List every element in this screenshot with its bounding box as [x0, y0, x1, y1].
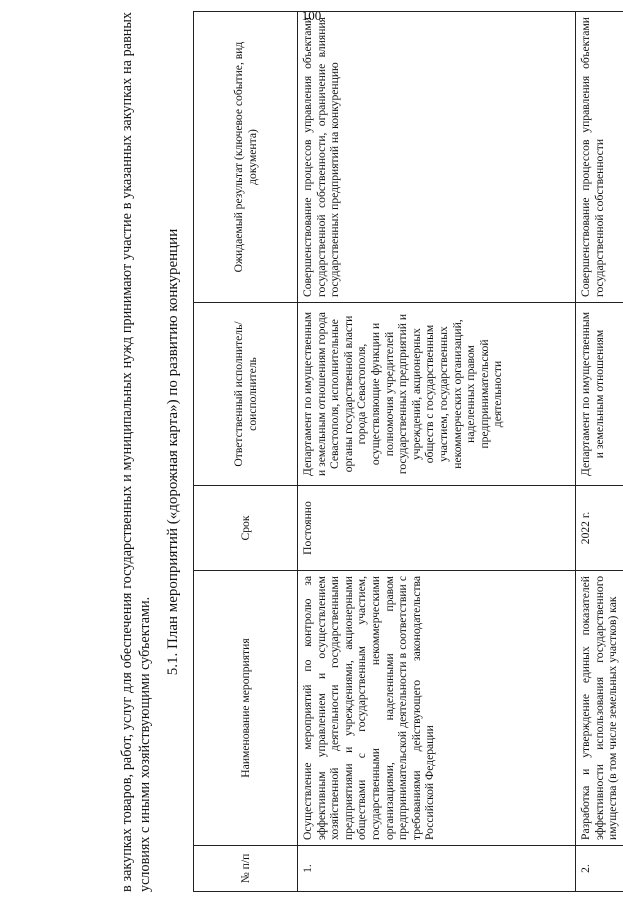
cell-num: 2.: [576, 846, 623, 892]
cell-num: 1.: [298, 846, 576, 892]
page-number: 100: [301, 8, 322, 23]
cell-executor: Департамент по имущественным и земельным отношениям: [576, 303, 623, 486]
cell-term: 2022 г.: [576, 486, 623, 571]
intro-paragraph: в закупках товаров, работ, услуг для обеспечения государственных и муниципальных нужд принимают участие в указанных закупках на равных условиях с иными хозяйствующими субъектами.: [119, 12, 153, 892]
cell-executor: Департамент по имущественным и земельным отношениям города Севастополя, исполнительные органы государственной власти города Севастополя, осуществляющие функции и полномочия учредителей государственных предприятий и учреждений, акционерных обществ с государственным участием, государственных некоммерческих организаций, наделенных правом предпринимательской деятельности: [298, 303, 576, 486]
header-name: Наименование мероприятия: [194, 571, 298, 846]
header-result: Ожидаемый результат (ключевое событие, вид документа): [194, 12, 298, 303]
header-num: № п/п: [194, 846, 298, 892]
roadmap-table: [193, 11, 623, 892]
table-row: [298, 12, 576, 892]
cell-result: Совершенствование процессов управления объектами государственной собственности: [576, 12, 623, 303]
header-executor: Ответственный исполнитель/ соисполнитель: [194, 303, 298, 486]
section-title: 5.1. План мероприятий («дорожная карта») по развитию конкуренции: [165, 228, 181, 676]
cell-name: Осуществление мероприятий по контролю за эффективным управлением и осуществлением хозяйственной деятельности государственными предприятиями и учреждениями, акционерными обществами с государственным участием, государственными некоммерческими организациями, наделенными правом предпринимательской деятельности в соответствии с требованиями действующего законодательства Российской Федерации: [298, 571, 576, 846]
cell-term: Постоянно: [298, 486, 576, 571]
cell-name: Разработка и утверждение единых показателей эффективности использования государственного имущества (в том числе земельных участков) как: [576, 571, 623, 846]
header-term: Срок: [194, 486, 298, 571]
table-row: [576, 12, 623, 892]
table-header-row: [194, 12, 298, 892]
cell-result: Совершенствование процессов управления объектами государственной собственности, ограничение влияния государственных предприятий на конкуренцию: [298, 12, 576, 303]
rotated-page-content: [118, 12, 623, 892]
